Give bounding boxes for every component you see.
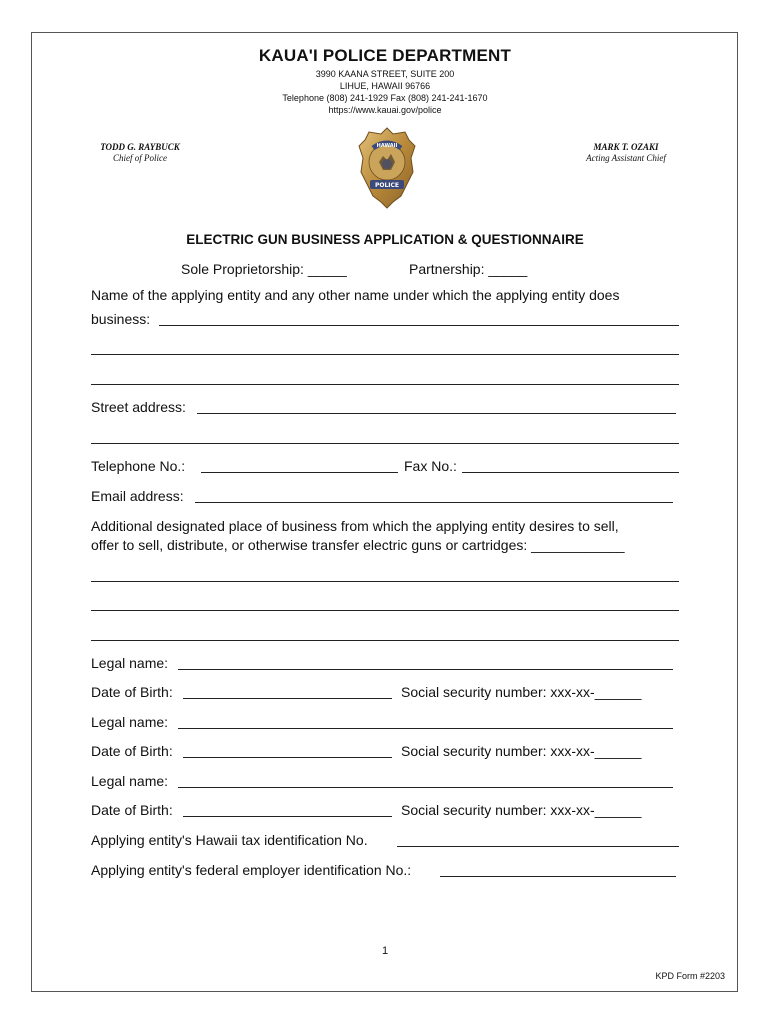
street-address-label: Street address: — [91, 399, 186, 415]
legal-name-label-2: Legal name: — [91, 714, 169, 730]
hawaii-tax-id-input[interactable] — [397, 846, 679, 847]
address-line-2: LIHUE, HAWAII 96766 — [339, 81, 431, 91]
fax-label: Fax No.: — [404, 458, 457, 474]
fax-input[interactable] — [462, 472, 679, 473]
police-badge-icon — [357, 126, 417, 210]
legal-name-label-3: Legal name: — [91, 773, 169, 789]
phone-fax-line: Telephone (808) 241-1929 Fax (808) 241-241-1670 — [282, 93, 488, 103]
business-name-input[interactable] — [159, 325, 679, 326]
date-of-birth-label-2: Date of Birth: — [91, 743, 173, 759]
date-of-birth-input-2[interactable] — [183, 757, 392, 758]
business-name-input-line-3[interactable] — [91, 384, 679, 385]
entity-name-prompt: Name of the applying entity and any other name under which the applying entity does — [91, 287, 620, 303]
business-name-input-line-2[interactable] — [91, 354, 679, 355]
ssn-field-3[interactable]: Social security number: xxx-xx-______ — [401, 802, 642, 818]
email-input[interactable] — [195, 502, 673, 503]
left-official — [94, 142, 186, 164]
badge-top-text: HAWAII — [376, 143, 398, 149]
page-number: 1 — [381, 945, 389, 957]
legal-name-input-1[interactable] — [178, 669, 673, 670]
date-of-birth-label-3: Date of Birth: — [91, 802, 173, 818]
telephone-input[interactable] — [201, 472, 398, 473]
telephone-label: Telephone No.: — [91, 458, 186, 474]
date-of-birth-label-1: Date of Birth: — [91, 684, 173, 700]
hawaii-tax-id-label: Applying entity's Hawaii tax identification No. — [91, 832, 368, 848]
additional-place-input-line-3[interactable] — [91, 640, 679, 641]
business-label: business: — [91, 311, 151, 327]
right-official — [578, 142, 674, 164]
ssn-field-2[interactable]: Social security number: xxx-xx-______ — [401, 743, 642, 759]
form-title: ELECTRIC GUN BUSINESS APPLICATION & QUESTIONNAIRE — [186, 232, 584, 247]
street-address-input-line-2[interactable] — [91, 443, 679, 444]
website-line: https://www.kauai.gov/police — [328, 105, 442, 115]
legal-name-input-3[interactable] — [178, 787, 673, 788]
street-address-input[interactable] — [197, 413, 676, 414]
form-code: KPD Form #2203 — [655, 971, 725, 981]
federal-ein-label: Applying entity's federal employer identification No.: — [91, 862, 412, 878]
additional-place-prompt-1: Additional designated place of business from which the applying entity desires to sell, — [91, 518, 619, 534]
sole-proprietorship-field[interactable]: Sole Proprietorship: _____ — [181, 261, 347, 277]
partnership-field[interactable]: Partnership: _____ — [409, 261, 528, 277]
right-official-title: Acting Assistant Chief — [586, 153, 666, 163]
federal-ein-input[interactable] — [440, 876, 676, 877]
legal-name-input-2[interactable] — [178, 728, 673, 729]
right-official-name: MARK T. OZAKI — [593, 142, 659, 152]
additional-place-input-line-1[interactable] — [91, 581, 679, 582]
additional-place-prompt-2: offer to sell, distribute, or otherwise transfer electric guns or cartridges: ____________ — [91, 537, 625, 553]
left-official-title: Chief of Police — [113, 153, 167, 163]
address-line-1: 3990 KAANA STREET, SUITE 200 — [315, 69, 455, 79]
left-official-name: TODD G. RAYBUCK — [100, 142, 180, 152]
date-of-birth-input-1[interactable] — [183, 698, 392, 699]
email-label: Email address: — [91, 488, 184, 504]
additional-place-input-line-2[interactable] — [91, 610, 679, 611]
ssn-field-1[interactable]: Social security number: xxx-xx-______ — [401, 684, 642, 700]
department-title: KAUA'I POLICE DEPARTMENT — [258, 46, 512, 65]
badge-bottom-text: POLICE — [374, 182, 400, 189]
legal-name-label-1: Legal name: — [91, 655, 169, 671]
date-of-birth-input-3[interactable] — [183, 816, 392, 817]
